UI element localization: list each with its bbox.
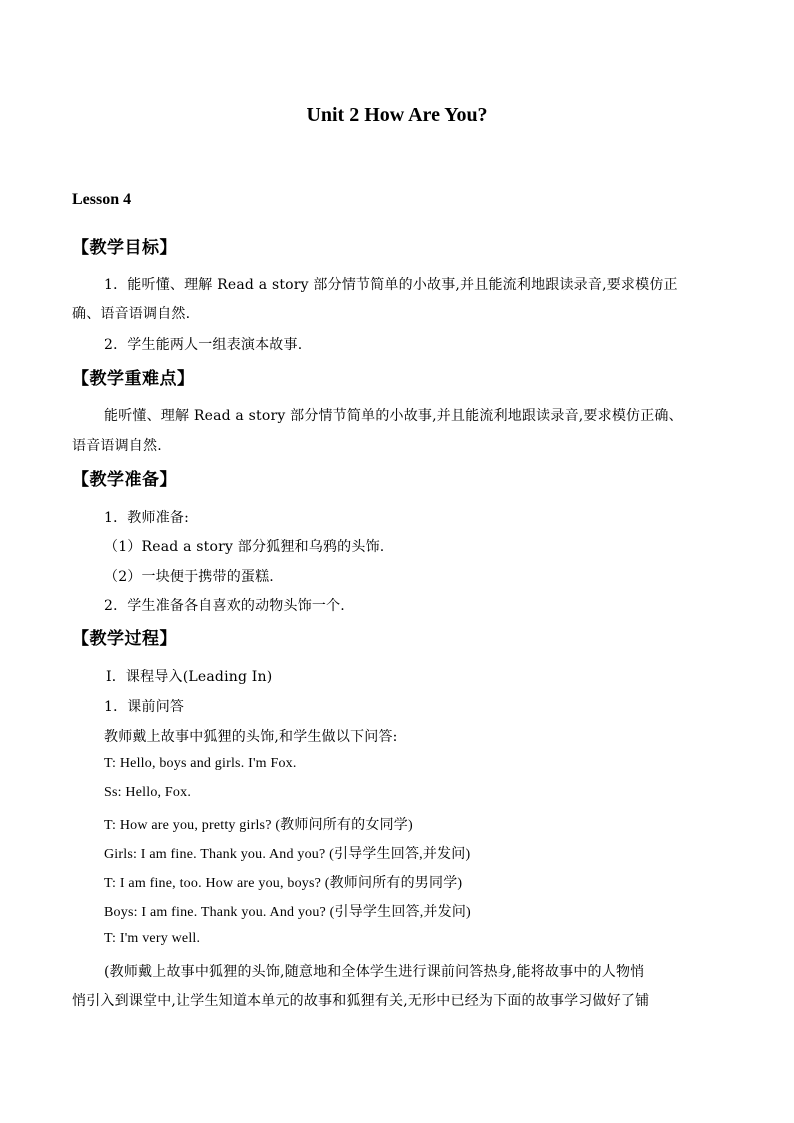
dialogue-line: Girls: I am fine. Thank you. And you? (引导学生回答,并发问) — [104, 847, 471, 862]
objective-item-2: 2．学生能两人一组表演本故事. — [104, 337, 303, 353]
objectives-heading: 【教学目标】 — [72, 238, 177, 258]
lesson-label: Lesson 4 — [72, 191, 132, 208]
preparation-heading: 【教学准备】 — [72, 470, 177, 490]
key-points-line-1: 能听懂、理解 Read a story 部分情节简单的小故事,并且能流利地跟读录音,要求模仿正确、 — [104, 408, 683, 424]
dialogue-line: T: Hello, boys and girls. I'm Fox. — [104, 756, 297, 771]
process-intro: 教师戴上故事中狐狸的头饰,和学生做以下问答: — [104, 729, 398, 745]
process-note-line-2: 悄引入到课堂中,让学生知道本单元的故事和狐狸有关,无形中已经为下面的故事学习做好了铺 — [72, 993, 650, 1009]
preparation-item-1a: （1）Read a story 部分狐狸和乌鸦的头饰. — [104, 539, 385, 555]
preparation-item-1b: （2）一块便于携带的蛋糕. — [104, 569, 274, 585]
process-step-1: Ⅰ．课程导入(Leading In) — [106, 669, 273, 685]
dialogue-line: T: I am fine, too. How are you, boys? (教师问所有的男同学) — [104, 876, 463, 891]
process-sub-1: 1．课前问答 — [104, 699, 185, 715]
dialogue-line: T: How are you, pretty girls? (教师问所有的女同学) — [104, 818, 413, 833]
dialogue-line: Boys: I am fine. Thank you. And you? (引导学生回答,并发问) — [104, 905, 471, 920]
document-title: Unit 2 How Are You? — [306, 104, 488, 126]
dialogue-line: T: I'm very well. — [104, 931, 201, 946]
process-heading: 【教学过程】 — [72, 629, 177, 649]
preparation-item-1: 1．教师准备: — [104, 510, 190, 526]
objective-item-1-line-1: 1．能听懂、理解 Read a story 部分情节简单的小故事,并且能流利地跟读录音,要求模仿正 — [104, 277, 678, 293]
key-points-line-2: 语音语调自然. — [72, 438, 162, 454]
objective-item-1-line-2: 确、语音语调自然. — [72, 306, 191, 322]
dialogue-line: Ss: Hello, Fox. — [104, 785, 192, 800]
preparation-item-2: 2．学生准备各自喜欢的动物头饰一个. — [104, 598, 345, 614]
key-points-heading: 【教学重难点】 — [72, 369, 195, 389]
process-note-line-1: (教师戴上故事中狐狸的头饰,随意地和全体学生进行课前问答热身,能将故事中的人物悄 — [104, 964, 645, 980]
